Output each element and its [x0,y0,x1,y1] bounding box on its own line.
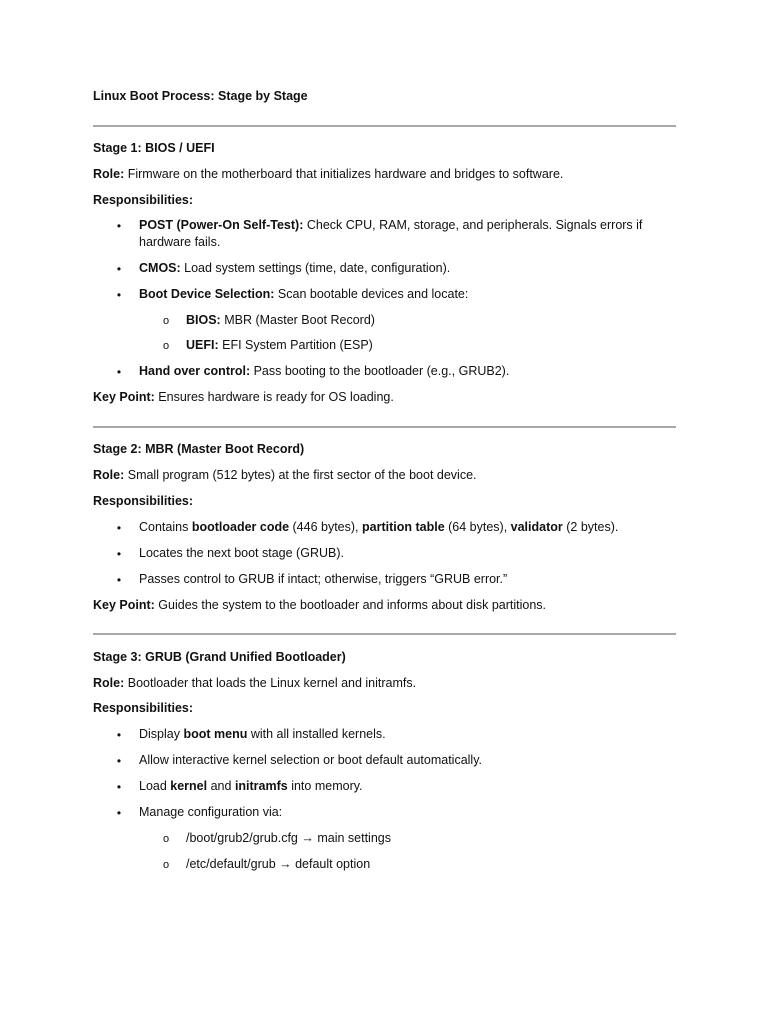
sub-bullet-icon: o [162,859,170,871]
stage3-heading: Stage 3: GRUB (Grand Unified Bootloader) [93,650,346,664]
stage3-role: Role: Bootloader that loads the Linux kernel and initramfs. [93,676,417,690]
stage1-item-hand-over: Hand over control: Pass booting to the bootloader (e.g., GRUB2). [139,364,510,378]
stage1-role-text: Firmware on the motherboard that initializes hardware and bridges to software. [127,167,564,181]
role-label: Role: [93,167,125,181]
bullet-icon: • [116,219,122,233]
bullet-icon: • [116,728,122,742]
role-label: Role: [93,676,125,690]
stage2-key-point: Key Point: Guides the system to the bootloader and informs about disk partitions. [93,598,547,612]
stage1-item-boot-device: Boot Device Selection: Scan bootable devices and locate: [139,287,469,301]
stage2-heading: Stage 2: MBR (Master Boot Record) [93,442,305,456]
stage3-item-allow: Allow interactive kernel selection or boot default automatically. [139,753,482,767]
sub-bullet-icon: o [162,340,170,352]
bullet-icon: • [116,521,122,535]
stage3-resp-label: Responsibilities: [93,701,194,715]
sub-bullet-icon: o [162,833,170,845]
bullet-icon: • [116,754,122,768]
stage1-subitem-uefi: UEFI: EFI System Partition (ESP) [186,338,373,352]
section-divider [93,633,676,635]
stage1-item-cmos: CMOS: Load system settings (time, date, configuration). [139,261,451,275]
stage2-resp-label: Responsibilities: [93,494,194,508]
stage3-item-manage: Manage configuration via: [139,805,283,819]
bullet-icon: • [116,780,122,794]
stage1-resp-label: Responsibilities: [93,193,194,207]
section-divider [93,125,676,127]
section-divider [93,426,676,428]
bullet-icon: • [116,806,122,820]
key-point-label: Key Point: [93,390,155,404]
stage1-subitem-bios: BIOS: MBR (Master Boot Record) [186,313,375,327]
stage3-item-load: Load kernel and initramfs into memory. [139,779,363,793]
stage1-item-post: POST (Power-On Self-Test): Check CPU, RAM, storage, and peripherals. Signals errors if hardware fails. [139,218,643,249]
stage2-item-contains: Contains bootloader code (446 bytes), partition table (64 bytes), validator (2 bytes). [139,520,619,534]
stage2-item-passes: Passes control to GRUB if intact; otherwise, triggers “GRUB error.” [139,572,508,586]
stage1-role [93,166,563,183]
bullet-icon: • [116,288,122,302]
stage2-role: Role: Small program (512 bytes) at the first sector of the boot device. [93,468,477,482]
bullet-icon: • [116,573,122,587]
stage1-key-point: Key Point: Ensures hardware is ready for OS loading. [93,390,394,404]
bullet-icon: • [116,262,122,276]
sub-bullet-icon: o [162,315,170,327]
role-label: Role: [93,468,125,482]
bullet-icon: • [116,547,122,561]
stage3-subitem-default-grub: /etc/default/grub → default option [186,857,371,871]
bullet-icon: • [116,365,122,379]
stage3-item-display: Display boot menu with all installed kernels. [139,727,386,741]
stage1-heading: Stage 1: BIOS / UEFI [93,141,215,155]
stage3-subitem-grub-cfg: /boot/grub2/grub.cfg → main settings [186,831,391,845]
key-point-label: Key Point: [93,598,155,612]
document-title: Linux Boot Process: Stage by Stage [93,89,308,103]
stage2-item-locates: Locates the next boot stage (GRUB). [139,546,344,560]
